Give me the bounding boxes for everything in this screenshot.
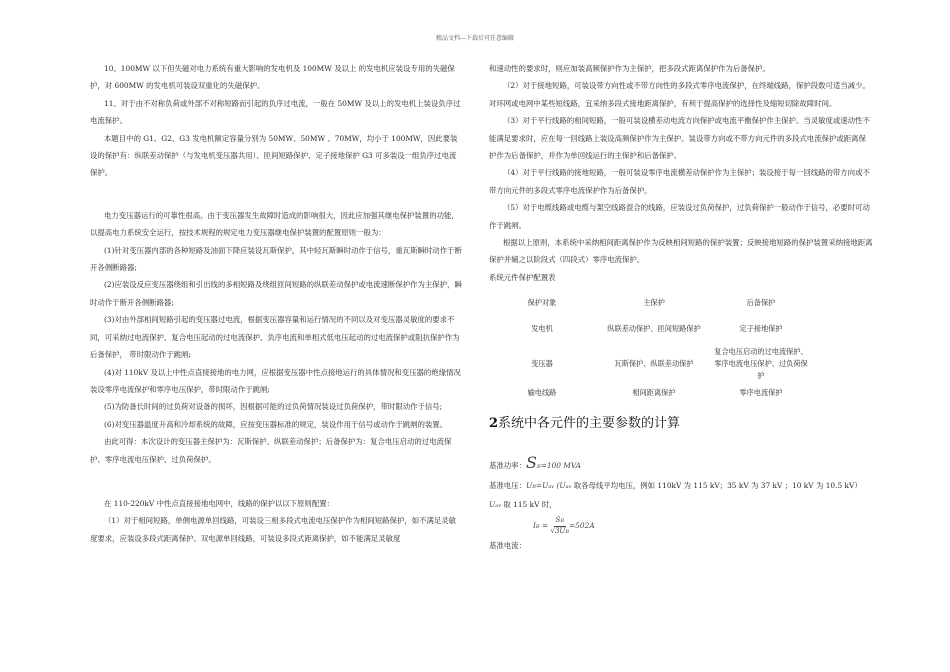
table-header: 保护对象 xyxy=(527,298,557,308)
table-cell: 相间距离保护 xyxy=(632,388,676,398)
paragraph: （5）对于电缆线路或电缆与架空线路混合的线路，应装设过负荷保护，过负荷保护一般动作于信号，必要时可动作于跳闸。 xyxy=(489,203,870,230)
base-voltage-label: 基准电压： xyxy=(489,480,526,490)
paragraph: 10、100MW 以下但失磁对电力系统有重大影响的发电机及 100MW 及以上 的发电机应装设专用的失磁保护，对 600MW 的发电机可装设双重化的失磁保护。 xyxy=(90,64,455,91)
table-header: 后备保护 xyxy=(746,298,776,308)
table-header: 主保护 xyxy=(643,298,665,308)
spacer xyxy=(489,434,873,454)
paragraph: （4）对于平行线路的接地短路，一般可装设零序电流横差动保护作为主保护；装设接于每一回线路的带方向或不带方向元件的多段式零序电流保护作为后备保护。 xyxy=(489,168,870,195)
table-header-row xyxy=(489,292,809,314)
paragraph: 在 110-220kV 中性点直接接地电网中，线路的保护以以下原则配置： xyxy=(104,498,334,508)
table-cell: 变压器 xyxy=(531,359,553,369)
table-cell: 瓦斯保护、纵联差动保护 xyxy=(614,359,694,369)
base-power-line xyxy=(489,454,873,476)
list-item: (1)针对变压器内部的各种短路及油面下降应装设瓦斯保护，其中轻瓦斯瞬时动作于信号，重瓦斯瞬时动作于断开各侧断路器; xyxy=(90,245,462,273)
table-cell: 复合电压启动的过电流保护、零序电流电压保护、过负荷保护 xyxy=(714,347,808,381)
section-title: 系统中各元件的主要参数的计算 xyxy=(498,416,681,432)
base-power-value: =100 MVA xyxy=(540,461,582,471)
table-cell: 输电线路 xyxy=(527,388,557,398)
section-number: 2 xyxy=(489,416,499,432)
spacer xyxy=(90,182,462,207)
protection-table xyxy=(489,292,809,402)
spacer xyxy=(90,468,462,495)
base-current-formula: IB = $\frac{SB}{√3UB}$ =502A xyxy=(533,515,595,535)
paragraph: （1）对于相间短路，单侧电源单回线路，可装设三相多段式电流电压保护作为相间短路保护，如不满足灵敏度要求，应装设多段式距离保护。双电源单回线路，可装设多段式距离保护，如不能满足灵敏度 xyxy=(90,516,457,543)
paragraph: （2）对于接地短路，可装设带方向性或不带方向性的多段式零序电流保护，在终端线路，保护段数可适当减少。对环网或电网中某些短线路，宜采纳多段式接地距离保护，有利于提高保护的选择性及缩短切除故障时间。 xyxy=(489,81,870,108)
list-item: (3)对由外部相间短路引起的变压器过电流，根据变压器容量和运行情况的不同以及对变压器灵敏度的要求不同，可采纳过电流保护、复合电压起动的过电流保护、负序电流和单相式低电压起动的过电流保护或阻抗保护作为后备保护， 带时限动作于跳闸; xyxy=(90,315,460,360)
table-cell: 发电机 xyxy=(531,324,553,334)
table-cell: 纵联差动保护、匝间短路保护 xyxy=(607,324,701,334)
base-voltage-text-2: 取 115 kV 时， xyxy=(503,500,557,510)
base-voltage-line-2 xyxy=(489,496,873,515)
list-item: (5)为防备长时间的过负荷对设备的损坏，因根据可能的过负荷情况装设过负荷保护，带时限动作于信号; xyxy=(104,402,443,412)
uav-symbol: Uav xyxy=(489,500,502,510)
base-current-value: =502A xyxy=(569,521,595,530)
paragraph: 和速动性的要求时，则应加装高频保护作为主保护，把多段式距离保护作为后备保护。 xyxy=(489,64,770,73)
base-power-label: 基准功率： xyxy=(489,461,526,471)
left-column xyxy=(90,60,462,547)
base-power-formula: SB=100 MVA xyxy=(525,453,582,473)
paragraph: 由此可得：本次设计的变压器主保护为：瓦斯保护、纵联差动保护；后备保护为：复合电压启动的过电流保护、零序电流电压保护、过负荷保护。 xyxy=(90,437,452,464)
list-item: (4)对 110kV 及以上中性点直接接地的电力网，应根据变压器中性点接地运行的具体情况和变压器的绝缘情况装设零序电流保护和零序电压保护，带时限动作于跳闸; xyxy=(90,367,461,394)
table-row xyxy=(489,344,809,384)
base-current-label: 基准电流： xyxy=(489,540,526,550)
paragraph: 电力变压器运行的可靠性很高。由于变压器发生故障时造成的影响很大，因此应加强其继电保护装置的功能，以提高电力系统安全运行，按技术规程的规定电力变压器继电保护装置的配置原则一般为： xyxy=(90,210,459,238)
list-item: (2)应装设反应变压器绕组和引出线的多相短路及绕组匝间短路的纵联差动保护或电流速断保护作为主保护，瞬时动作于断开各侧断路器; xyxy=(90,280,462,307)
base-voltage-text: 取各母线平均电压，例如 110kV 为 115 kV；35 kV 为 37 kV ；10 kV 为 10.5 kV） xyxy=(573,480,862,490)
paragraph: （3）对于平行线路的相间短路，一般可装设横差动电流方向保护或电流平衡保护作主保护。当灵敏度或速动性不能满足要求时，应在每一回线路上装设高频保护作为主保护。装设带方向或不带方向元件的多段式电流保护或距离保护作为后备保护，并作为单回线运行的主保护和后备保护。 xyxy=(489,116,870,161)
table-caption: 系统元件保护配置表 xyxy=(489,272,556,282)
paragraph: 11、对于由不对称负荷或外部不对称短路而引起的负序过电流，一般在 50MW 及以上的发电机上装设负序过电流保护。 xyxy=(90,98,461,126)
paragraph: 根据以上原则，本系统中采纳相间距离保护作为反映相间短路的保护装置；反映接地短路的保护装置采纳接地距离保护并辅之以阶段式（四段式）零序电流保护。 xyxy=(489,238,873,265)
list-item: (6)对变压器温度升高和冷却系统的故障，应按变压器标准的规定，装设作用于信号或动作于跳闸的装置。 xyxy=(104,419,448,429)
right-column xyxy=(489,60,873,554)
base-voltage-formula: UB=Uav (Uav xyxy=(525,480,572,490)
table-cell: 零序电流保护 xyxy=(739,388,783,398)
table-cell: 定子接地保护 xyxy=(739,324,783,334)
base-current-line xyxy=(489,516,873,537)
table-row xyxy=(489,314,809,344)
paragraph: 本题目中的 G1、G2、G3 发电机额定容量分别为 50MW、50MW 、70MW，均小于 100MW，因此要装设的保护有：纵联差动保护（与发电机变压器共用）、匝间短路保护、定子接地保护 G3 可多装设一组负序过电流保护。 xyxy=(90,133,458,178)
table-row xyxy=(489,384,809,402)
page-header: 精品文档---下载后可任意编辑 xyxy=(435,35,515,42)
section-heading xyxy=(489,414,873,434)
base-voltage-line xyxy=(489,477,873,496)
